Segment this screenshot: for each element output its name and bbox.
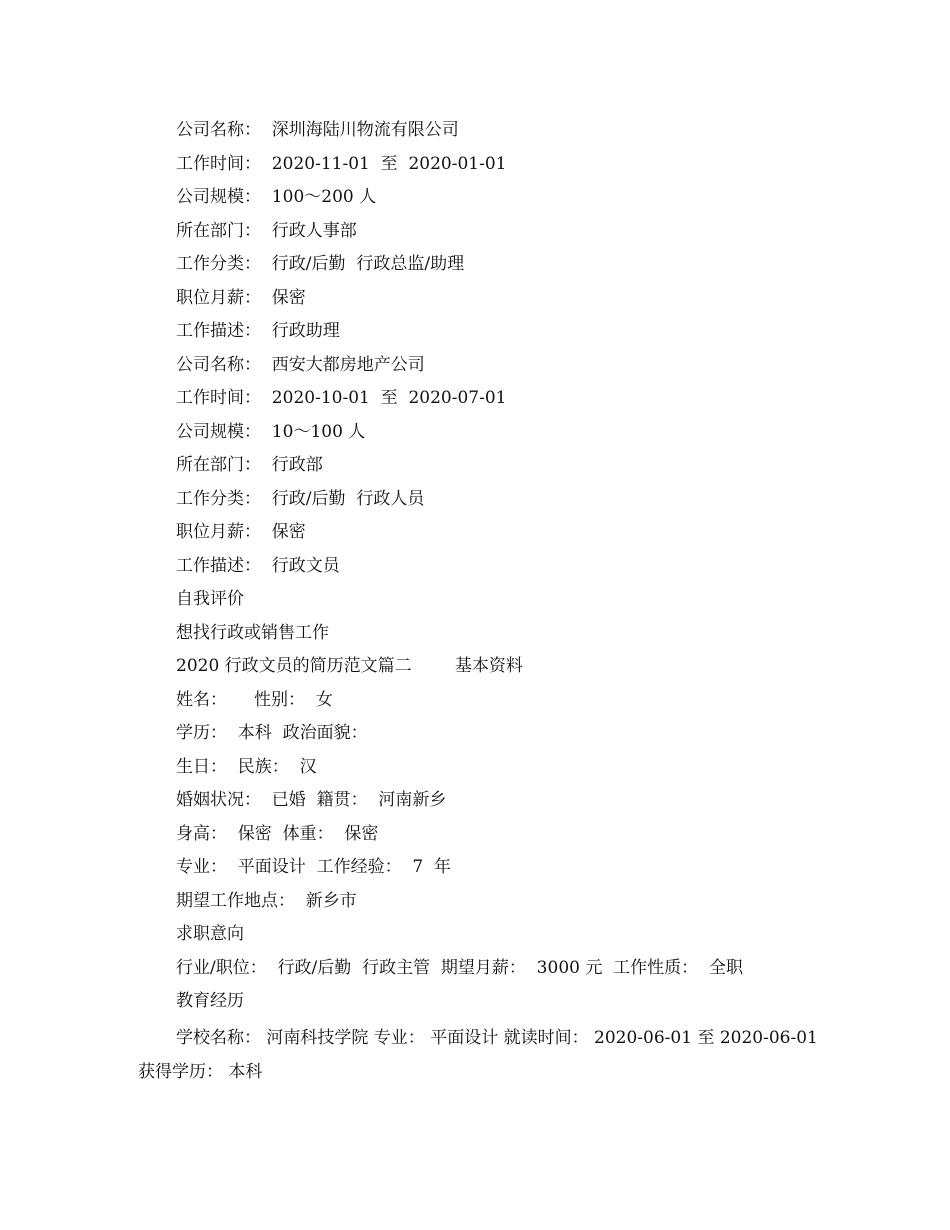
text-line-work-period-1: 工作时间： 2020-11-01 至 2020-01-01 bbox=[176, 153, 507, 174]
section-heading-basic-info: 2020 行政文员的简历范文篇二 基本资料 bbox=[176, 656, 523, 676]
text-line-monthly-salary-2: 职位月薪： 保密 bbox=[176, 522, 306, 542]
text-line-name-gender: 姓名： 性别： 女 bbox=[176, 689, 333, 710]
text-line-department-1: 所在部门： 行政人事部 bbox=[176, 220, 357, 241]
text-line-company-size-2: 公司规模： 10～100 人 bbox=[176, 421, 366, 442]
text-line-school-details: 学校名称： 河南科技学院 专业： 平面设计 就读时间： 2020-06-01 至 2020-06-01 获得学历： 本科 bbox=[138, 1027, 818, 1082]
text-line-company-name-1: 公司名称： 深圳海陆川物流有限公司 bbox=[176, 120, 459, 140]
text-line-job-category-2: 工作分类： 行政/后勤 行政人员 bbox=[176, 488, 425, 509]
text-line-job-description-2: 工作描述： 行政文员 bbox=[176, 555, 340, 576]
text-line-birthday-ethnicity: 生日： 民族： 汉 bbox=[176, 756, 317, 777]
text-line-job-description-1: 工作描述： 行政助理 bbox=[176, 321, 340, 341]
text-line-work-period-2: 工作时间： 2020-10-01 至 2020-07-01 bbox=[176, 388, 507, 408]
section-heading-self-evaluation: 自我评价 bbox=[176, 589, 244, 609]
text-line-company-size-1: 公司规模： 100～200 人 bbox=[176, 187, 377, 207]
text-line-desired-location: 期望工作地点： 新乡市 bbox=[176, 890, 357, 911]
text-line-monthly-salary-1: 职位月薪： 保密 bbox=[176, 287, 306, 308]
text-line-height-weight: 身高： 保密 体重： 保密 bbox=[176, 823, 379, 844]
section-heading-job-intention: 求职意向 bbox=[176, 924, 244, 944]
text-line-company-name-2: 公司名称： 西安大都房地产公司 bbox=[176, 354, 425, 375]
text-line-education-politics: 学历： 本科 政治面貌： bbox=[176, 723, 368, 743]
text-line-job-category-1: 工作分类： 行政/后勤 行政总监/助理 bbox=[176, 254, 465, 274]
section-heading-education: 教育经历 bbox=[176, 991, 244, 1011]
text-line-self-evaluation: 想找行政或销售工作 bbox=[176, 622, 329, 643]
text-line-major-experience: 专业： 平面设计 工作经验： 7 年 bbox=[176, 857, 452, 877]
text-line-industry-salary-type: 行业/职位： 行政/后勤 行政主管 期望月薪： 3000 元 工作性质： 全职 bbox=[176, 957, 743, 978]
resume-text-block bbox=[138, 116, 836, 1089]
text-line-marital-hometown: 婚姻状况： 已婚 籍贯： 河南新乡 bbox=[176, 790, 447, 810]
text-line-department-2: 所在部门： 行政部 bbox=[176, 455, 323, 475]
